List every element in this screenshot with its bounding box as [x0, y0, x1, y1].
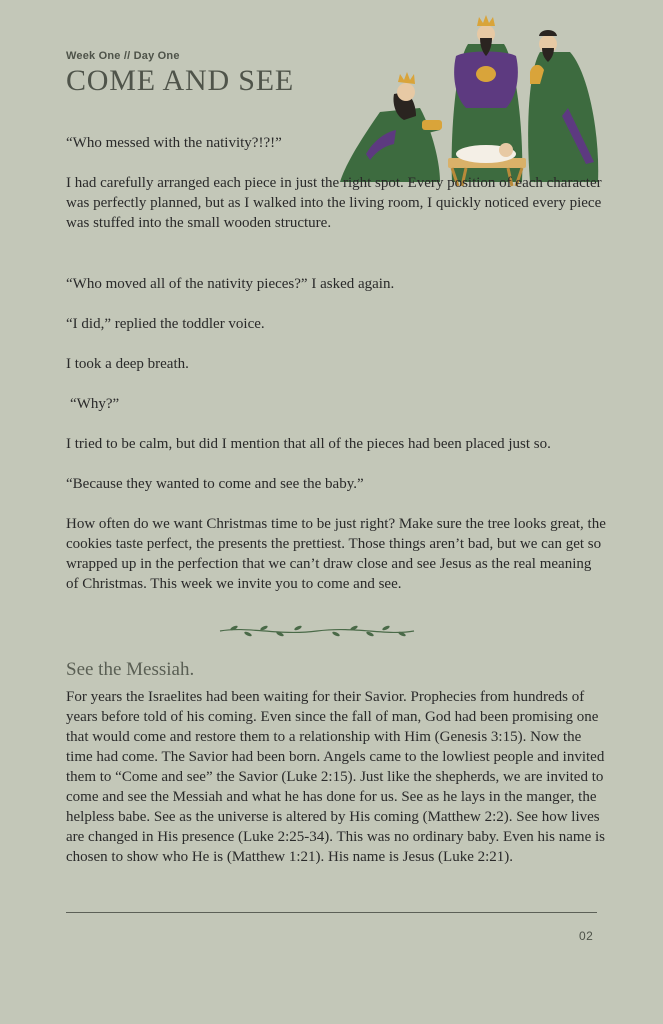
- story-paragraph: “I did,” replied the toddler voice.: [66, 316, 265, 332]
- story-paragraph: How often do we want Christmas time to be just right? Make sure the tree looks great, the cookies taste perfect, the presents the prettiest. Those things aren’t bad, but we can get so wrapped up in the perfection that we can’t draw close and see Jesus as the real meaning of Christmas. This week we invite you to come and see.: [66, 516, 606, 592]
- story-paragraph: “Who messed with the nativity?!?!”: [66, 135, 282, 151]
- standing-king-right-figure: [528, 30, 598, 182]
- story-paragraph: I had carefully arranged each piece in just the right spot. Every position of each character was perfectly planned, but as I walked into the living room, I quickly noticed every piece was stuffed into the small wooden structure.: [66, 175, 602, 231]
- vine-divider-ornament: [218, 622, 416, 640]
- section-heading: See the Messiah.: [66, 659, 195, 680]
- story-paragraph: “Because they wanted to come and see the baby.”: [66, 476, 364, 492]
- kneeling-king-figure: [340, 72, 442, 182]
- story-paragraph: I tried to be calm, but did I mention that all of the pieces had been placed just so.: [66, 436, 551, 452]
- page-number: 02: [579, 929, 594, 943]
- page-kicker: Week One // Day One: [66, 50, 180, 62]
- page-title: COME AND SEE: [66, 64, 294, 97]
- wise-men-manger-illustration: [336, 12, 608, 190]
- footer-rule: [66, 912, 597, 913]
- section-body: For years the Israelites had been waiting for their Savior. Prophecies from hundreds of years before told of his coming. Even since the fall of man, God had been promising one that would come and restore them to a relationship with Him (Genesis 3:15). Now the time had come. The Savior had been born. Angels came to the lowliest people and invited them to “Come and see” the Savior (Luke 2:15). Just like the shepherds, we are invited to come and see the Messiah and what he has done for us. See as he lays in the manger, the helpless babe. See as the universe is altered by His coming (Matthew 2:2). See how lives are changed in His presence (Luke 2:25-34). This was no ordinary baby. Even his name is chosen to show who He is (Matthew 1:21). His name is Jesus (Luke 2:21).: [66, 689, 606, 865]
- story-paragraph: I took a deep breath.: [66, 356, 189, 372]
- story-paragraph: “Who moved all of the nativity pieces?” I asked again.: [66, 276, 395, 292]
- story-paragraph: “Why?”: [70, 396, 120, 412]
